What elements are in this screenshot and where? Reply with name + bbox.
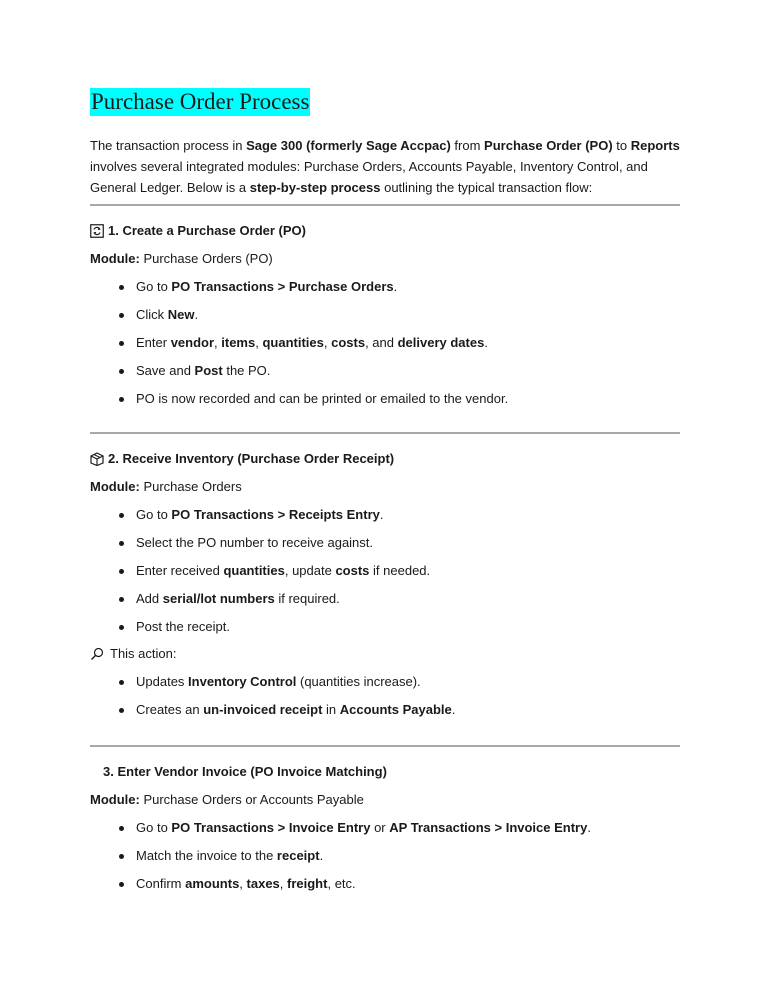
text-run: PO is now recorded and can be printed or emailed to the vendor. (136, 391, 509, 406)
bold-text: step-by-step process (249, 180, 381, 195)
bold-text: Purchase Order (PO) (484, 138, 613, 153)
text-run: Select the PO number to receive against. (136, 535, 374, 550)
text-run: Creates an (136, 702, 204, 717)
text-run: The transaction process in (90, 138, 247, 153)
intro-paragraph (90, 135, 680, 198)
section-1-list (90, 278, 680, 418)
bold-text: PO Transactions > Invoice Entry (171, 820, 371, 835)
list-item (90, 390, 680, 408)
text-run: , and (365, 335, 398, 350)
section-2-list (90, 506, 680, 646)
repeat-icon (90, 224, 104, 238)
bold-text: un-invoiced receipt (203, 702, 323, 717)
text-run: to (612, 138, 631, 153)
section-2-module (90, 478, 242, 496)
bold-text: amounts (185, 876, 240, 891)
module-value: Purchase Orders (PO) (139, 251, 273, 266)
text-run: Go to (136, 507, 172, 522)
text-run: Enter received (136, 563, 224, 578)
text-run: Save and (136, 363, 195, 378)
section-2-note-list (90, 673, 680, 729)
bold-text: serial/lot numbers (162, 591, 275, 606)
list-item (90, 701, 680, 719)
section-divider (90, 432, 680, 434)
section-2-heading (90, 450, 394, 468)
text-run: , update (284, 563, 336, 578)
text-run: (quantities increase). (296, 674, 421, 689)
list-item (90, 278, 680, 296)
text-run: . (319, 848, 324, 863)
text-run: if required. (274, 591, 340, 606)
bold-text: Inventory Control (188, 674, 297, 689)
note-text: This action: (110, 646, 177, 661)
bold-text: Accounts Payable (339, 702, 452, 717)
section-3-module (90, 791, 364, 809)
list-item (90, 673, 680, 691)
list-item (90, 306, 680, 324)
text-run: , (239, 876, 247, 891)
section-3-heading (90, 763, 387, 781)
section-1-module (90, 250, 273, 268)
bold-text: New (167, 307, 195, 322)
text-run: Go to (136, 279, 172, 294)
bold-text: vendor (170, 335, 215, 350)
list-item (90, 875, 680, 893)
text-run: Match the invoice to the (136, 848, 277, 863)
bold-text: costs (331, 335, 366, 350)
list-item (90, 506, 680, 524)
text-run: , (214, 335, 222, 350)
bold-text: Sage 300 (formerly Sage Accpac) (246, 138, 451, 153)
section-2-note (90, 645, 176, 663)
text-run: . (379, 507, 384, 522)
bold-text: PO Transactions > Purchase Orders (171, 279, 394, 294)
list-item (90, 362, 680, 380)
bold-text: receipt (276, 848, 320, 863)
section-1-heading (90, 222, 306, 240)
bold-text: costs (335, 563, 370, 578)
text-run: from (450, 138, 485, 153)
bold-text: delivery dates (397, 335, 485, 350)
bold-text: Reports (630, 138, 680, 153)
bold-text: Post (194, 363, 223, 378)
text-run: Add (136, 591, 163, 606)
list-item (90, 562, 680, 580)
section-3-list (90, 819, 680, 903)
text-run: . (587, 820, 591, 835)
bold-text: AP Transactions > Invoice Entry (389, 820, 588, 835)
list-item (90, 847, 680, 865)
module-label: Module: (90, 251, 140, 266)
text-run: . (484, 335, 488, 350)
text-run: the PO. (222, 363, 271, 378)
text-run: , (255, 335, 263, 350)
text-run: , (323, 335, 332, 350)
text-run: , (279, 876, 288, 891)
text-run: . (393, 279, 398, 294)
bold-text: freight (287, 876, 328, 891)
list-item (90, 819, 680, 837)
text-run: Enter (136, 335, 171, 350)
bold-text: taxes (246, 876, 280, 891)
text-run: or (370, 820, 390, 835)
text-run: Click (136, 307, 168, 322)
magnifier-icon (90, 647, 104, 661)
text-run: involves several integrated modules: Purchase Orders, Accounts Payable, Inventory Control, and General Ledger. Below is a (90, 159, 648, 195)
bold-text: quantities (223, 563, 285, 578)
package-icon (90, 452, 104, 466)
list-item (90, 334, 680, 352)
module-label: Module: (90, 479, 140, 494)
text-run: . (194, 307, 199, 322)
section-divider (90, 204, 680, 206)
text-run: Go to (136, 820, 172, 835)
text-run: Confirm (136, 876, 186, 891)
section-heading-text: 1. Create a Purchase Order (PO) (108, 223, 306, 238)
text-run: outlining the typical transaction flow: (380, 180, 593, 195)
bold-text: quantities (262, 335, 324, 350)
module-label: Module: (90, 792, 140, 807)
module-value: Purchase Orders or Accounts Payable (139, 792, 364, 807)
bold-text: items (221, 335, 256, 350)
text-run: , etc. (327, 876, 356, 891)
module-value: Purchase Orders (139, 479, 242, 494)
list-item (90, 590, 680, 608)
section-heading-text: 3. Enter Vendor Invoice (PO Invoice Matching) (103, 764, 387, 779)
page-title: Purchase Order Process (91, 89, 310, 114)
section-heading-text: 2. Receive Inventory (Purchase Order Receipt) (108, 451, 395, 466)
text-run: Post the receipt. (136, 619, 230, 634)
text-run: if needed. (369, 563, 431, 578)
text-run: . (451, 702, 456, 717)
list-item (90, 534, 680, 552)
bold-text: PO Transactions > Receipts Entry (171, 507, 380, 522)
section-divider (90, 745, 680, 747)
text-run: Updates (136, 674, 189, 689)
list-item (90, 618, 680, 636)
text-run: in (322, 702, 340, 717)
